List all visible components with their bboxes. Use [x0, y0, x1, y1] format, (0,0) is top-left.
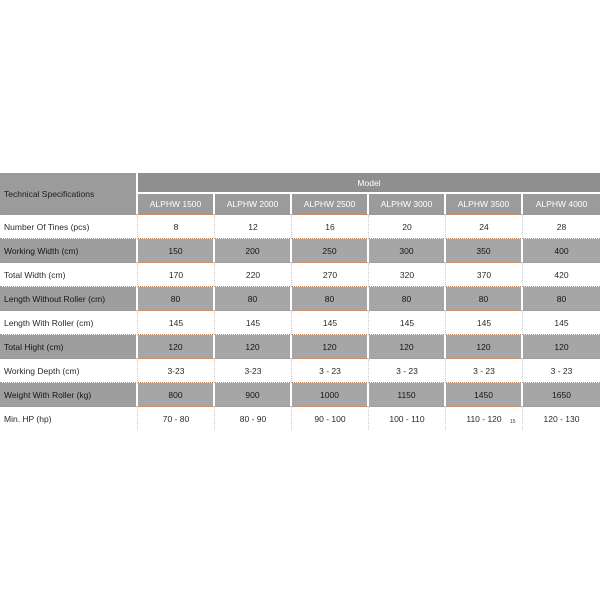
spec-value: 3-23: [138, 359, 215, 383]
spec-value: 320: [369, 263, 446, 287]
spec-value: 420: [523, 263, 600, 287]
spec-value: 145: [523, 311, 600, 335]
spec-label: Min. HP (hp): [0, 407, 138, 430]
spec-row-total-hight: [0, 335, 600, 359]
spec-label: Length Without Roller (cm): [0, 287, 138, 311]
spec-value: 16: [292, 215, 369, 239]
spec-value: 150: [138, 239, 215, 263]
spec-value: 80: [292, 287, 369, 311]
spec-value: 900: [215, 383, 292, 407]
spec-value: 120: [138, 335, 215, 359]
spec-value: 350: [446, 239, 523, 263]
spec-value: 100 - 110: [369, 407, 446, 430]
spec-row-working-width: [0, 239, 600, 263]
spec-row-number-of-tines: [0, 215, 600, 239]
spec-value: 8: [138, 215, 215, 239]
model-name-cell: ALPHW 4000: [523, 194, 600, 215]
spec-value: 145: [446, 311, 523, 335]
spec-value: 3 - 23: [446, 359, 523, 383]
spec-value: 28: [523, 215, 600, 239]
spec-value: 110 - 120: [446, 407, 523, 430]
spec-value: 80: [215, 287, 292, 311]
spec-value: 12: [215, 215, 292, 239]
model-header: Model: [138, 173, 600, 194]
spec-value: 1450: [446, 383, 523, 407]
spec-value: 170: [138, 263, 215, 287]
spec-value: 370: [446, 263, 523, 287]
spec-value: 120: [446, 335, 523, 359]
model-header-row: [0, 173, 600, 194]
spec-value: 70 - 80: [138, 407, 215, 430]
model-name-cell: ALPHW 3000: [369, 194, 446, 215]
spec-table: [0, 173, 600, 430]
spec-value: 24: [446, 215, 523, 239]
spec-row-length-with-roller: [0, 311, 600, 335]
spec-value: 120: [292, 335, 369, 359]
spec-value: 1650: [523, 383, 600, 407]
spec-label: Total Hight (cm): [0, 335, 138, 359]
spec-value: 250: [292, 239, 369, 263]
spec-value: 80: [523, 287, 600, 311]
spec-label: Working Width (cm): [0, 239, 138, 263]
spec-label: Length With Roller (cm): [0, 311, 138, 335]
small-mark: 15: [510, 419, 516, 425]
spec-value: 3 - 23: [369, 359, 446, 383]
spec-label: Weight With Roller (kg): [0, 383, 138, 407]
spec-value: 300: [369, 239, 446, 263]
spec-row-working-depth: [0, 359, 600, 383]
spec-value: 3 - 23: [292, 359, 369, 383]
technical-specifications-header: Technical Specifications: [0, 173, 138, 215]
spec-row-length-without-roller: [0, 287, 600, 311]
spec-label: Total Width (cm): [0, 263, 138, 287]
spec-value: 400: [523, 239, 600, 263]
spec-value: 80 - 90: [215, 407, 292, 430]
spec-value: 270: [292, 263, 369, 287]
spec-row-total-width: [0, 263, 600, 287]
spec-value: 1150: [369, 383, 446, 407]
spec-value: 80: [369, 287, 446, 311]
spec-value: 145: [138, 311, 215, 335]
spec-row-weight-with-roller: [0, 383, 600, 407]
spec-label: Working Depth (cm): [0, 359, 138, 383]
spec-label: Number Of Tines (pcs): [0, 215, 138, 239]
spec-value: 145: [292, 311, 369, 335]
model-name-cell: ALPHW 2000: [215, 194, 292, 215]
spec-value: 90 - 100: [292, 407, 369, 430]
model-name-cell: ALPHW 2500: [292, 194, 369, 215]
spec-value: 800: [138, 383, 215, 407]
spec-value: 120 - 130: [523, 407, 600, 430]
spec-value: 200: [215, 239, 292, 263]
spec-value: 145: [369, 311, 446, 335]
spec-value: 145: [215, 311, 292, 335]
spec-value: 80: [138, 287, 215, 311]
spec-value: 20: [369, 215, 446, 239]
model-name-cell: ALPHW 1500: [138, 194, 215, 215]
spec-value: 120: [369, 335, 446, 359]
spec-value: 80: [446, 287, 523, 311]
model-name-cell: ALPHW 3500: [446, 194, 523, 215]
spec-value: 1000: [292, 383, 369, 407]
spec-value: 120: [523, 335, 600, 359]
spec-value: 120: [215, 335, 292, 359]
spec-value: 3-23: [215, 359, 292, 383]
spec-value: 220: [215, 263, 292, 287]
spec-value: 3 - 23: [523, 359, 600, 383]
